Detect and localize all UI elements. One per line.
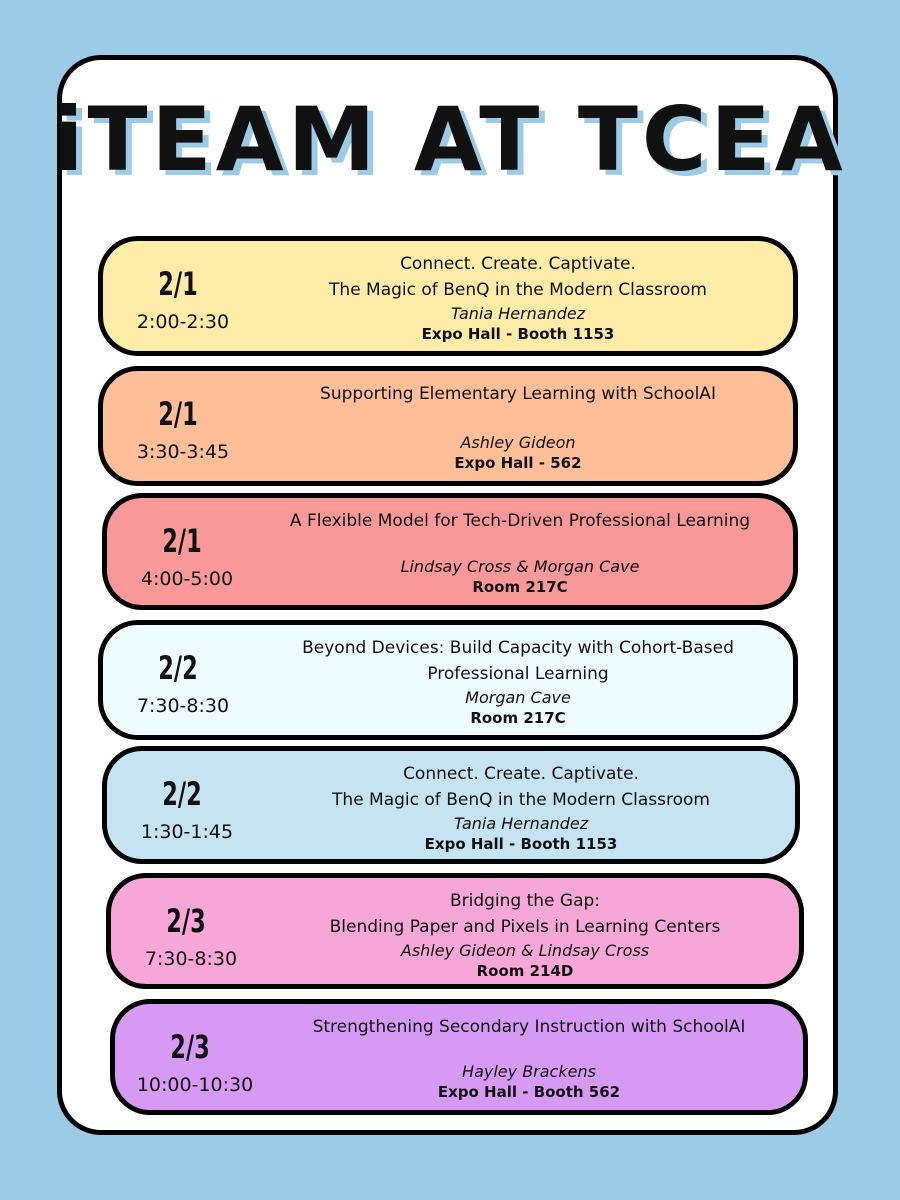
session-date: 2/2 [158,649,198,687]
session-card-4 [98,620,798,740]
session-title: Bridging the Gap: Blending Paper and Pixels in Learning Centers [329,891,721,937]
session-location: Expo Hall - 562 [454,454,582,472]
session-card-6 [106,873,804,989]
session-title: Strengthening Secondary Instruction with SchoolAI [312,1017,746,1037]
session-date: 2/1 [158,395,198,433]
session-date: 2/3 [166,902,206,940]
session-location: Expo Hall - Booth 1153 [424,835,618,853]
session-title: Connect. Create. Captivate. The Magic of BenQ in the Modern Classroom [329,254,707,300]
session-date: 2/1 [158,265,198,303]
session-location: Expo Hall - Booth 1153 [421,325,615,343]
session-card-7 [110,999,808,1115]
session-speaker: Hayley Brackens [462,1062,596,1081]
session-speaker: Tania Hernandez [450,304,586,323]
session-speaker: Tania Hernandez [453,814,589,833]
session-speaker: Morgan Cave [465,688,571,707]
session-time: 1:30-1:45 [140,821,234,843]
session-title: Beyond Devices: Build Capacity with Cohort-Based Professional Learning [302,638,734,684]
session-date: 2/1 [162,522,202,560]
session-time: 7:30-8:30 [144,948,238,970]
session-location: Expo Hall - Booth 562 [437,1083,621,1101]
session-speaker: Ashley Gideon [460,433,576,452]
session-location: Room 214D [476,962,574,980]
session-time: 10:00-10:30 [136,1074,254,1096]
session-time: 7:30-8:30 [136,695,230,717]
session-card-1 [98,236,798,356]
session-title: A Flexible Model for Tech-Driven Professional Learning [289,511,751,531]
session-location: Room 217C [472,578,568,596]
session-card-3 [102,493,798,610]
session-card-5 [102,746,800,864]
session-date: 2/3 [170,1028,210,1066]
session-speaker: Ashley Gideon & Lindsay Cross [400,941,650,960]
session-time: 2:00-2:30 [136,311,230,333]
session-time: 3:30-3:45 [136,441,230,463]
session-title: Connect. Create. Captivate. The Magic of BenQ in the Modern Classroom [332,764,710,810]
session-card-2 [98,366,798,486]
session-speaker: Lindsay Cross & Morgan Cave [400,557,640,576]
session-date: 2/2 [162,775,202,813]
session-location: Room 217C [470,709,566,727]
session-title: Supporting Elementary Learning with SchoolAI [320,384,716,404]
page-title: iTEAM AT TCEA [53,88,847,191]
session-time: 4:00-5:00 [140,568,234,590]
